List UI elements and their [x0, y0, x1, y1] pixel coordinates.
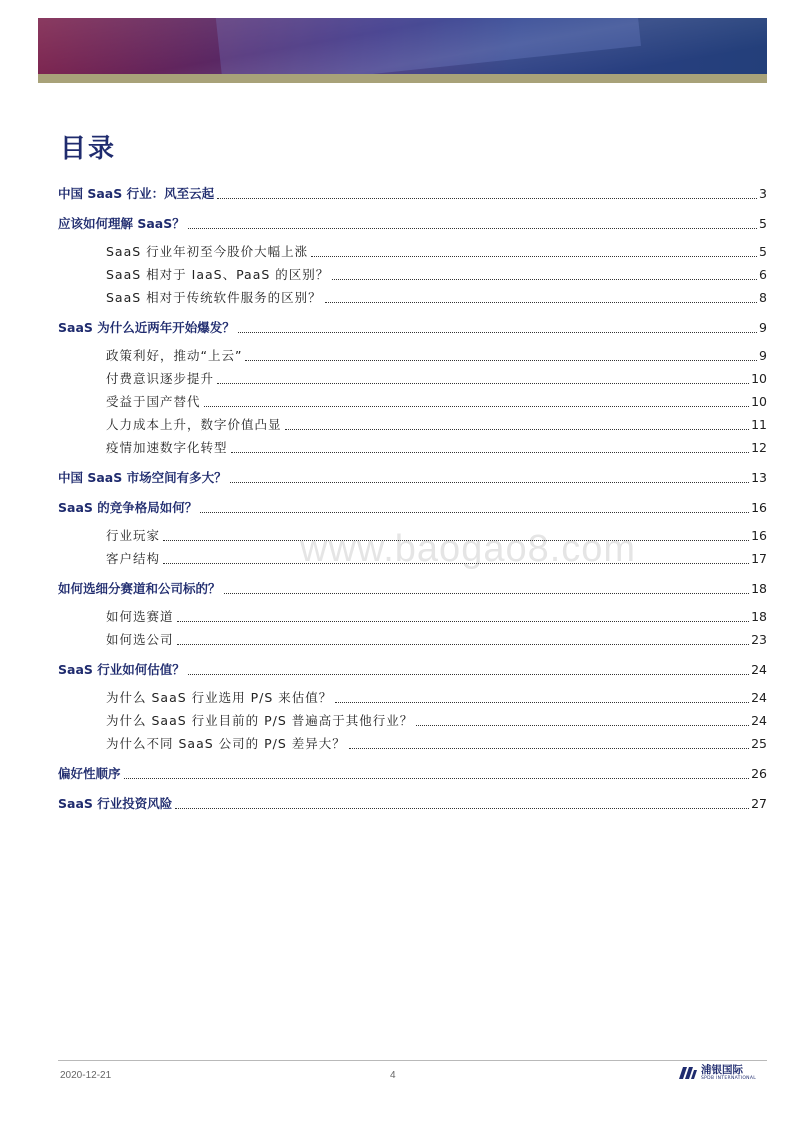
toc-entry-label: SaaS 相对于传统软件服务的区别？ [106, 290, 322, 305]
toc-leader-dots [230, 482, 750, 483]
spdb-logo-icon [676, 1065, 698, 1081]
header-banner [38, 18, 767, 74]
toc-section-link[interactable] [58, 215, 767, 233]
toc-subsection-link[interactable] [106, 608, 767, 626]
toc-entry-label: 为什么 SaaS 行业选用 P/S 来估值？ [106, 690, 333, 705]
toc-entry-page: 5 [759, 244, 767, 259]
toc-leader-dots [332, 279, 757, 280]
toc-entry-page: 8 [759, 290, 767, 305]
toc-entry-page: 26 [751, 766, 767, 781]
toc-leader-dots [349, 748, 749, 749]
toc-entry-label: SaaS 行业年初至今股价大幅上涨 [106, 244, 309, 259]
toc-entry-label: 政策利好，推动“上云” [106, 348, 243, 363]
toc-leader-dots [335, 702, 749, 703]
toc-entry-label: 如何选赛道 [106, 609, 174, 624]
toc-leader-dots [238, 332, 757, 333]
page-title: 目录 [60, 134, 117, 164]
header-rule [38, 74, 767, 83]
toc-entry-label: 付费意识逐步提升 [106, 371, 215, 386]
footer-rule [58, 1060, 767, 1061]
toc-entry-page: 12 [751, 440, 767, 455]
logo-chinese-name: 浦银国际 [701, 1064, 743, 1076]
toc-entry-label: SaaS 的竞争格局如何？ [58, 500, 198, 515]
logo-english-name: SPDB INTERNATIONAL [701, 1076, 757, 1081]
toc-section-link[interactable] [58, 795, 767, 813]
toc-entry-page: 25 [751, 736, 767, 751]
toc-entry-label: 应该如何理解 SaaS？ [58, 216, 185, 231]
toc-entry-page: 9 [759, 348, 767, 363]
toc-leader-dots [231, 452, 750, 453]
toc-subsection-link[interactable] [106, 712, 767, 730]
toc-leader-dots [285, 429, 750, 430]
toc-leader-dots [188, 228, 757, 229]
toc-entry-page: 13 [751, 470, 767, 485]
toc-entry-label: 中国 SaaS 市场空间有多大？ [58, 470, 227, 485]
banner-highlight [38, 18, 767, 74]
toc-subsection-link[interactable] [106, 689, 767, 707]
toc-leader-dots [188, 674, 749, 675]
toc-section-link[interactable] [58, 185, 767, 203]
toc-subsection-link[interactable] [106, 289, 767, 307]
toc-section-link[interactable] [58, 580, 767, 598]
toc-subsection-link[interactable] [106, 550, 767, 568]
toc-entry-page: 23 [751, 632, 767, 647]
toc-leader-dots [124, 778, 750, 779]
toc-section-link[interactable] [58, 319, 767, 337]
toc-leader-dots [224, 593, 750, 594]
watermark: www.baogao8.com [300, 528, 637, 570]
toc-entry-label: 受益于国产替代 [106, 394, 201, 409]
toc-entry-label: 客户结构 [106, 551, 161, 566]
toc-leader-dots [416, 725, 749, 726]
toc-entry-label: 如何选细分赛道和公司标的？ [58, 581, 221, 596]
toc-entry-page: 17 [751, 551, 767, 566]
toc-leader-dots [177, 644, 750, 645]
toc-entry-page: 10 [751, 371, 767, 386]
toc-section-link[interactable] [58, 469, 767, 487]
toc-subsection-link[interactable] [106, 416, 767, 434]
toc-entry-label: 如何选公司 [106, 632, 174, 647]
footer-date: 2020-12-21 [60, 1070, 112, 1081]
toc-entry-page: 18 [751, 581, 767, 596]
toc-leader-dots [200, 512, 749, 513]
toc-entry-page: 6 [759, 267, 767, 282]
toc-entry-page: 16 [751, 500, 767, 515]
toc-entry-label: 中国 SaaS 行业：风至云起 [58, 186, 215, 201]
toc-entry-label: 人力成本上升，数字价值凸显 [106, 417, 282, 432]
toc-subsection-link[interactable] [106, 347, 767, 365]
toc-subsection-link[interactable] [106, 439, 767, 457]
toc-entry-page: 10 [751, 394, 767, 409]
footer-page-number: 4 [390, 1070, 396, 1081]
toc-entry-label: 偏好性顺序 [58, 766, 121, 781]
toc-leader-dots [163, 563, 749, 564]
toc-section-link[interactable] [58, 765, 767, 783]
toc-entry-page: 24 [751, 713, 767, 728]
toc-subsection-link[interactable] [106, 527, 767, 545]
toc-subsection-link[interactable] [106, 393, 767, 411]
toc-subsection-link[interactable] [106, 631, 767, 649]
toc-entry-page: 5 [759, 216, 767, 231]
toc-entry-label: SaaS 行业投资风险 [58, 796, 173, 811]
toc-leader-dots [177, 621, 750, 622]
toc-leader-dots [175, 808, 749, 809]
toc-entry-label: SaaS 相对于 IaaS、PaaS 的区别？ [106, 267, 330, 282]
toc-section-link[interactable] [58, 499, 767, 517]
toc-entry-label: 疫情加速数字化转型 [106, 440, 228, 455]
toc-entry-page: 24 [751, 690, 767, 705]
toc-leader-dots [204, 406, 750, 407]
toc-leader-dots [217, 198, 757, 199]
toc-entry-label: 行业玩家 [106, 528, 161, 543]
toc-leader-dots [311, 256, 757, 257]
toc-subsection-link[interactable] [106, 370, 767, 388]
toc-subsection-link[interactable] [106, 243, 767, 261]
toc-entry-page: 11 [751, 417, 767, 432]
toc-entry-page: 3 [759, 186, 767, 201]
toc-entry-label: SaaS 为什么近两年开始爆发？ [58, 320, 235, 335]
toc-entry-page: 16 [751, 528, 767, 543]
toc-leader-dots [325, 302, 757, 303]
toc-subsection-link[interactable] [106, 735, 767, 753]
toc-entry-label: 为什么 SaaS 行业目前的 P/S 普遍高于其他行业？ [106, 713, 414, 728]
toc-section-link[interactable] [58, 661, 767, 679]
toc-leader-dots [163, 540, 749, 541]
toc-subsection-link[interactable] [106, 266, 767, 284]
toc-entry-label: SaaS 行业如何估值？ [58, 662, 185, 677]
toc-entry-page: 18 [751, 609, 767, 624]
toc-entry-page: 24 [751, 662, 767, 677]
toc-entry-label: 为什么不同 SaaS 公司的 P/S 差异大？ [106, 736, 346, 751]
company-logo [676, 1064, 756, 1082]
toc-entry-page: 27 [751, 796, 767, 811]
toc-leader-dots [245, 360, 757, 361]
toc-entry-page: 9 [759, 320, 767, 335]
toc-leader-dots [217, 383, 749, 384]
